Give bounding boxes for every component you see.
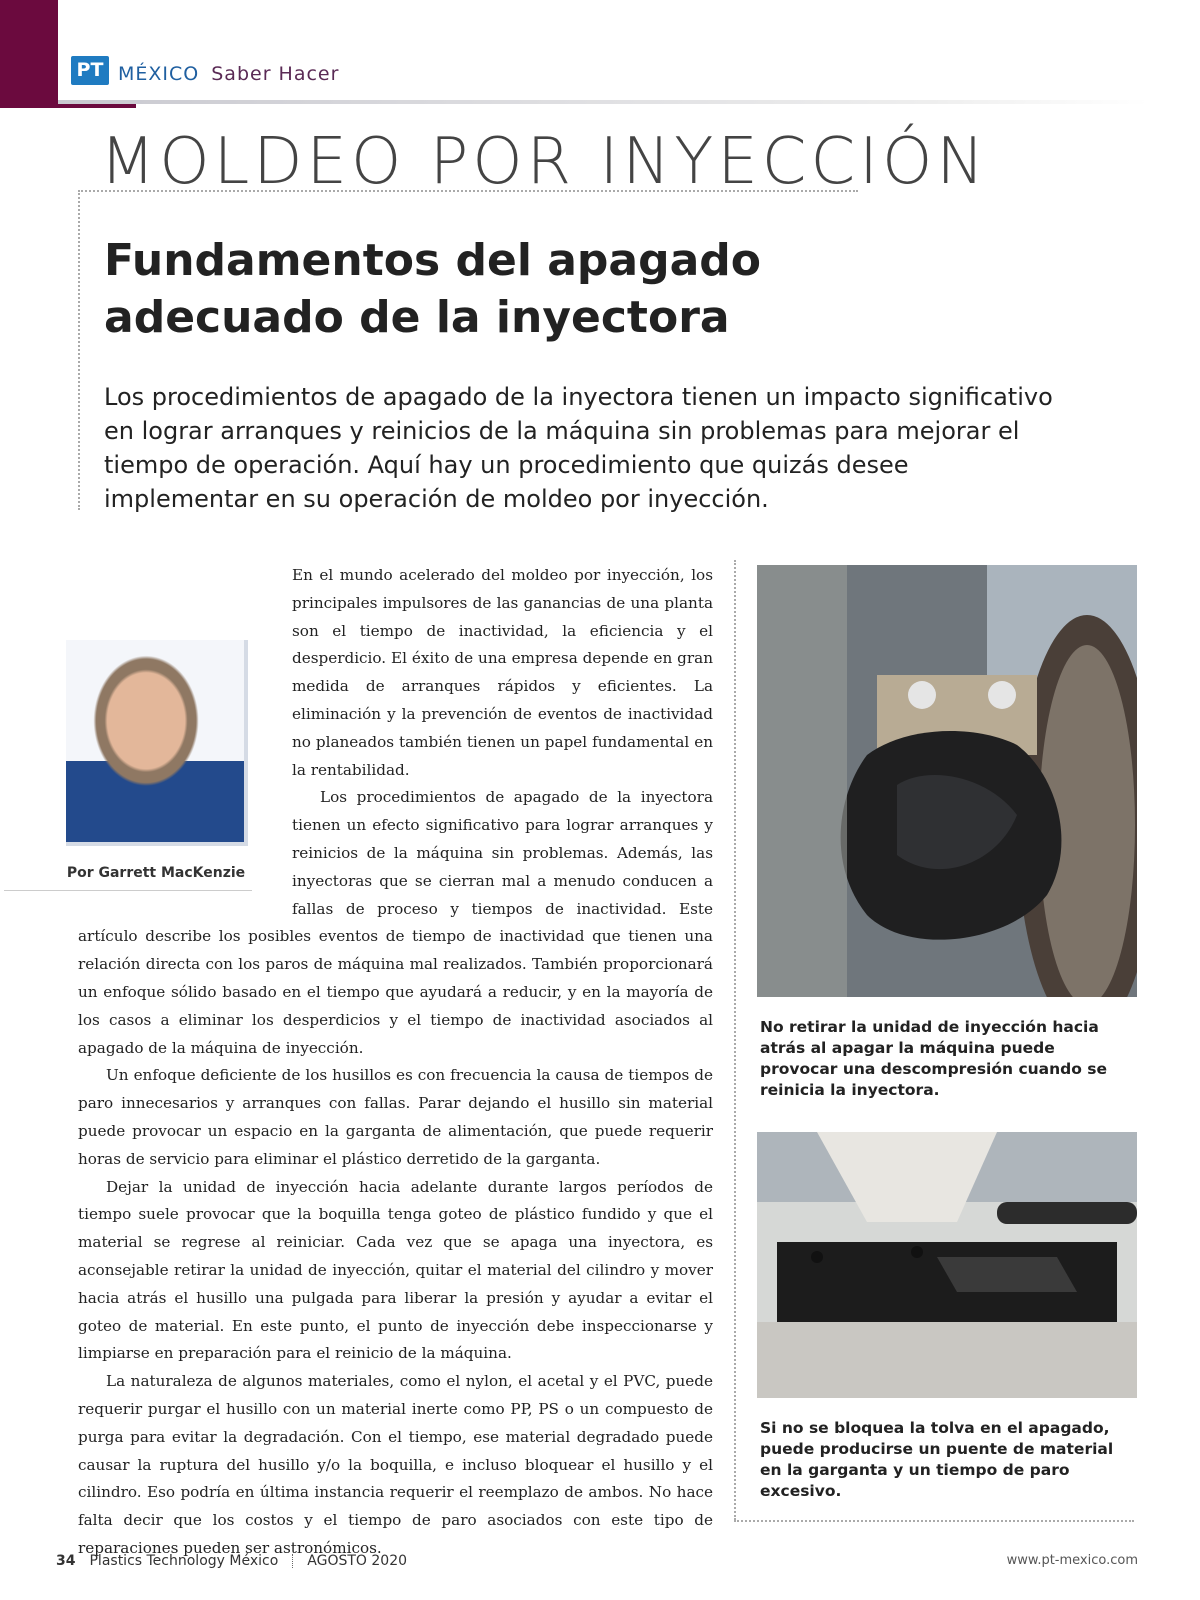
photo-injection-unit xyxy=(757,565,1137,997)
author-rule xyxy=(4,890,252,891)
brand-line xyxy=(118,63,339,85)
body-paragraph-2: Los procedimientos de apagado de la inyectora tienen un efecto significativo para lograr arranques y reinicios de la máquina sin problemas. Además, las inyectoras que se cierran mal a menudo conducen a fallas de proceso y tiempos de inactividad. Este artículo describe los posibles eventos de tiempo de inactividad que tienen una relación directa con los paros de máquina mal realizados. También proporcionará un enfoque sólido basado en el tiempo que ayudará a reducir, y en la mayoría de los casos a eliminar los desperdicios y el tiempo de inactividad asociados al apagado de la máquina de inyección. xyxy=(78,788,713,1057)
page-footer xyxy=(56,1553,407,1569)
dotted-rule-vertical xyxy=(78,190,80,510)
photo-injection-unit-caption: No retirar la unidad de inyección hacia atrás al apagar la máquina puede provocar una descompresión cuando se reinicia la inyectora. xyxy=(760,1018,1108,1099)
brand-country: MÉXICO xyxy=(118,63,200,85)
body-paragraph-1-text: En el mundo acelerado del moldeo por inyección, los principales impulsores de las ganancias de una planta son el tiempo de inactividad, la eficiencia y el desperdicio. El éxito de una empresa depende en gran medida de arranques rápidos y eficientes. La eliminación y la prevención de eventos de inactividad no planeados también tienen un papel fundamental en la rentabilidad. xyxy=(292,566,713,779)
body-paragraph-3: Un enfoque deficiente de los husillos es con frecuencia la causa de tiempos de paro innecesarios y arranques con fallas. Parar dejando el husillo sin material puede provocar un espacio en la garganta de alimentación, que puede requerir horas de servicio para eliminar el plástico derretido de la garganta. xyxy=(78,1066,713,1168)
dotted-rule-horizontal xyxy=(78,190,858,192)
section-title: MOLDEO POR INYECCIÓN xyxy=(100,125,989,199)
photo-hopper-illustration xyxy=(757,1132,1137,1398)
brand-section: Saber Hacer xyxy=(211,63,340,85)
photo-hopper xyxy=(757,1132,1137,1398)
photo-injection-unit-illustration xyxy=(757,565,1137,997)
header-rule xyxy=(58,100,1148,104)
publication-name: Plastics Technology México xyxy=(89,1553,279,1569)
pt-logo: PT xyxy=(71,56,109,85)
author-box xyxy=(66,562,264,917)
footer-url[interactable]: www.pt-mexico.com xyxy=(1006,1553,1138,1568)
sidebar-dotted-rule-horizontal xyxy=(734,1520,1134,1522)
page-number: 34 xyxy=(56,1553,76,1569)
body-paragraph-4: Dejar la unidad de inyección hacia adelante durante largos períodos de tiempo suele provocar que la boquilla tenga goteo de plástico fundido y que el material se regrese al reiniciar. Cada vez que se apaga una inyectora, es aconsejable retirar la unidad de inyección, quitar el material del cilindro y mover hacia atrás el husillo una pulgada para liberar la presión y ayudar a evitar el goteo de material. En este punto, el punto de inyección debe inspeccionarse y limpiarse en preparación para el reinicio de la máquina. xyxy=(78,1177,713,1363)
article-body xyxy=(66,562,713,1563)
corner-accent-bar xyxy=(0,0,58,108)
issue-date: AGOSTO 2020 xyxy=(307,1553,408,1569)
article-deck: Los procedimientos de apagado de la inyectora tienen un impacto significativo en lograr arranques y reinicios de la máquina sin problemas para mejorar el tiempo de operación. Aquí hay un procedimiento que quizás desee implementar en su operación de moldeo por inyección. xyxy=(104,383,1053,513)
photo-hopper-caption: Si no se bloquea la tolva en el apagado, puede producirse un puente de material en la garganta y un tiempo de paro excesivo. xyxy=(760,1419,1114,1500)
author-byline: Por Garrett MacKenzie xyxy=(66,865,246,881)
body-paragraph-1 xyxy=(66,562,713,881)
sidebar-dotted-rule-vertical xyxy=(734,560,736,1520)
footer-separator xyxy=(292,1554,293,1568)
article-headline: Fundamentos del apagado adecuado de la inyectora xyxy=(104,235,762,343)
body-paragraph-5: La naturaleza de algunos materiales, como el nylon, el acetal y el PVC, puede requerir purgar el husillo con un material inerte como PP, PS o un compuesto de purga para evitar la degradación. Con el tiempo, ese material degradado puede causar la ruptura del husillo y/o la boquilla, e incluso bloquear el husillo y el cilindro. Eso podría en última instancia requerir el reemplazo de ambos. No hace falta decir que los costos y el tiempo de paro asociados con este tipo de reparaciones pueden ser astronómicos. xyxy=(78,1372,713,1557)
author-photo xyxy=(66,640,248,846)
